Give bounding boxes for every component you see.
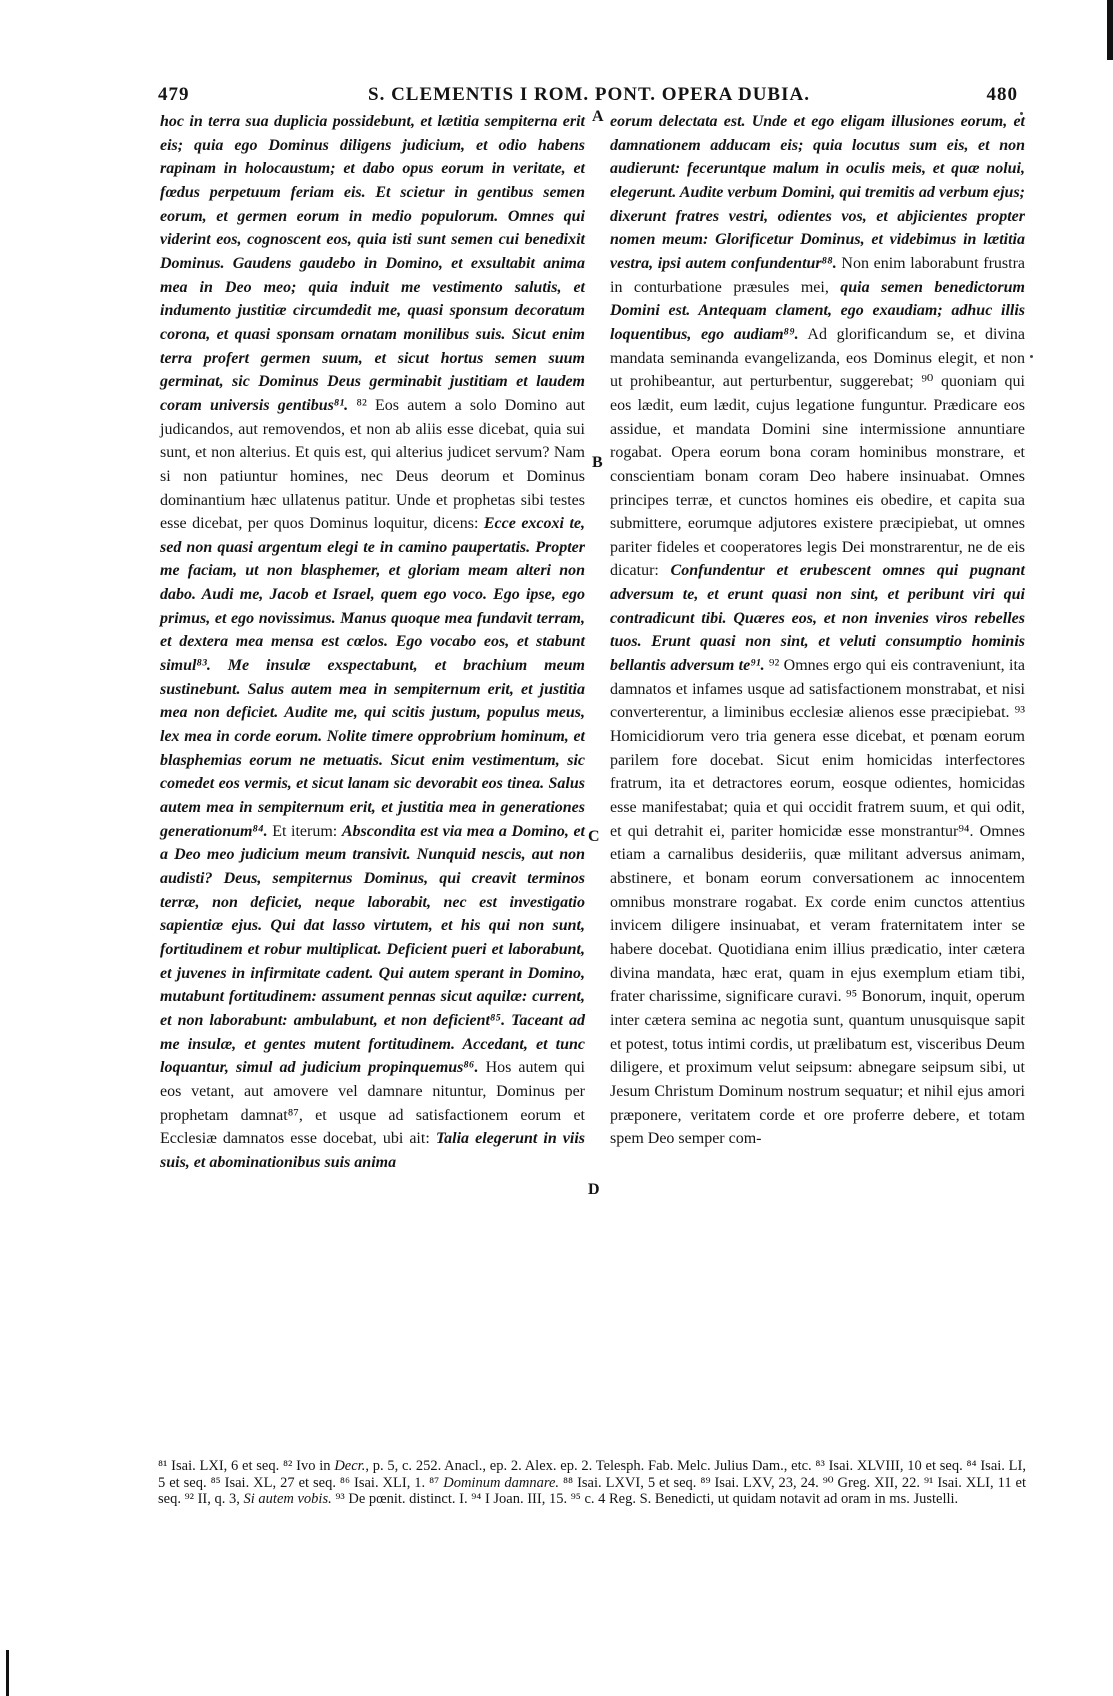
- section-marker-d: D: [588, 1181, 600, 1198]
- left-column: [160, 110, 585, 1175]
- footnote-run: , p. 5, c. 252. Anacl., ep. 2. Alex. ep. 2. Telesph. Fab. Melc. Julius Dam., etc. ⁸³ Isai. XLVIII, 10 et seq. ⁸⁴ Isai. LI, 5 et seq. ⁸⁵ Isai. XL, 27 et seq. ⁸⁶ Isai. XLI, 1. ⁸⁷: [158, 1458, 1026, 1491]
- text-run: Hos autem qui eos vetant, aut amovere vel damnare nituntur, Dominus per prophetam damnat⁸⁷, et usque ad satisfactionem eorum et Ecclesiæ damnatos esse docebat, ubi ait:: [160, 1059, 585, 1148]
- scan-speck: [1030, 355, 1033, 358]
- running-header: [158, 84, 1018, 110]
- page-number-right: 480: [986, 84, 1018, 105]
- text-run: ⁹² Omnes ergo qui eis contraveniunt, ita damnatos et infames usque ad satisfactionem monstrabat, et nisi converterentur, a liminibus ecclesiæ alienos esse præcipiebat. ⁹³ Homicidiorum vero tria genera esse dicebat, et pœnam eorum parilem fore docebat. Sicut enim homicidas interfectores fratrum, ita et detractores eorum, eosque odientes, homicidas esse manifestabat; quia et qui occidit fratrem suum, et qui odit, et qui detrahit ei, pariter homicidæ esse monstrantur⁹⁴. Omnes etiam a carnalibus desideriis, quæ militant adversus animam, abstinere, et bonam eorum conversationem ac innocentem omnibus monstrare rogabat. Ex corde enim cunctos attentius invicem diligere insinuabat, et veram fraternitatem inter se habere docebat. Quotidiana enim illius prædicatio, inter cætera divina mandata, hæc erat, quam in ejus exemplum etiam tibi, frater charissime, significare curavi. ⁹⁵ Bonorum, inquit, operum inter cætera semina ac negotia sunt, quantum unusquisque sapit et potest, totus intimi cordis, ut prælibatum est, visceribus Deum diligere, et proximum velut seipsum: abnegare seipsum sibi, ut Jesum Christum Dominum nostrum sequatur; et nihil ejus amori præponere, veritatem corde et ore proferre debere, et totam spem Deo semper com-: [610, 657, 1025, 1148]
- section-marker-b: B: [592, 454, 603, 471]
- text-run: quia semen benedictorum Domini est. Antequam clament, ego exaudiam; adhuc illis loquentibus, ego audiam⁸⁹.: [610, 278, 1025, 343]
- page-number-left: 479: [158, 84, 190, 105]
- footnotes: [158, 1458, 1026, 1508]
- section-marker-a: A: [592, 108, 604, 125]
- footnote-run: Si autem vobis.: [243, 1491, 332, 1508]
- footnote-run: Dominum damnare.: [443, 1474, 560, 1491]
- text-run: Confundentur et erubescent omnes qui pugnant adversum te, et erunt quasi non sint, et peribunt viri qui contradicunt tibi. Quæres eos, et non invenies viros rebelles tuos. Erunt quasi non sint, et veluti consumptio hominis bellantis adversum te⁹¹.: [610, 562, 1025, 675]
- text-run: ⁸² Eos autem a solo Domino aut judicandos, aut removendos, et non ab aliis esse dicebat, quia sui sunt, et non alterius. Et quis est, qui alterius judicet servum? Nam si non patiuntur homines, nec Deus deorum et Dominus dominantium hæc ullatenus patitur. Unde et prophetas sibi testes esse dicebat, per quos Dominus loquitur, dicens:: [160, 396, 586, 533]
- scan-edge-mark: [1107, 0, 1113, 60]
- footnote-run: ⁸¹ Isai. LXI, 6 et seq. ⁸² Ivo in: [158, 1458, 335, 1474]
- text-run: eorum delectata est. Unde et ego eligam illusiones eorum, et damnationem adducam eis; quia locutus sum eis, et non audierunt: feceruntque malum in oculis meis, et quæ nolui, elegerunt. Audite verbum Domini, qui tremitis ad verbum ejus; dixerunt fratres vestri, odientes vos, et abjicientes propter nomen meum: Glorificetur Dominus, et videbimus in lætitia vestra, ipsi autem confundentur⁸⁸.: [610, 113, 1025, 272]
- text-run: Non enim laborabunt frustra in conturbatione præsules mei,: [610, 254, 1025, 296]
- running-title: S. CLEMENTIS I ROM. PONT. OPERA DUBIA.: [368, 84, 810, 105]
- text-run: hoc in terra sua duplicia possidebunt, et lætitia sempiterna erit eis; quia ego Dominus diligens judicium, et odio habens rapinam in holocaustum; et dabo opus eorum in veritate, et fœdus perpetuum feriam eis. Et scietur in gentibus semen eorum, et germen eorum in medio populorum. Omnes qui viderint eos, cognoscent eos, quia isti sunt semen cui benedixit Dominus. Gaudens gaudebo in Domino, et exsultabit anima mea in Deo meo; quia induit me vestimento salutis, et indumento justitiæ circumdedit me, quasi sponsum decoratum corona, et quasi sponsam ornatam monilibus suis. Sicut enim terra profert germen suum, et sicut hortus semen suum germinat, sic Dominus Deus germinabit justitiam et laudem coram universis gentibus⁸¹.: [160, 113, 585, 414]
- text-run: Ecce excoxi te, sed non quasi argentum elegi te in camino paupertatis. Propter me faciam, ut non blasphemer, et gloriam meam alteri non dabo. Audi me, Jacob et Israel, quem ego voco. Ego ipse, ego primus, et ego novissimus. Manus quoque mea fundavit terram, et dextera mea mensa est cœlos. Ego vocabo eos, et stabunt simul⁸³. Me insulæ exspectabunt, et brachium meum sustinebunt. Salus autem mea in sempiternum erit, et justitia mea non deficiet. Audite me, qui scitis justum, populus meus, lex mea in corde eorum. Nolite timere opprobrium hominum, et blasphemias eorum ne metuatis. Sicut enim vestimentum, sic comedet eos vermis, et sicut lanam sic devorabit eos tinea. Salus autem mea in sempiternum erit, et justitia mea in generationes generationum⁸⁴.: [160, 515, 586, 840]
- right-column: [610, 110, 1025, 1151]
- text-run: Abscondita est via mea a Domino, et a Deo meo judicium meum transivit. Nunquid nescis, aut non audisti? Deus, sempiternus Dominus, qui creavit terminos terræ, non deficiet, neque laborabit, nec est investigatio sapientiæ ejus. Qui dat lasso virtutem, et his qui non sunt, fortitudinem et robur multiplicat. Deficient pueri et laborabunt, et juvenes in infirmitate cadent. Qui autem sperant in Domino, mutabunt fortitudinem: assument pennas sicut aquilæ: current, et non laborabunt: ambulabunt, et non deficient⁸⁵. Taceant ad me insulæ, et gentes mutent fortitudinem. Accedant, et tunc loquantur, simul ad judicium propinquemus⁸⁶.: [160, 822, 586, 1077]
- footnote-run: ⁹³ De pœnit. distinct. I. ⁹⁴ I Joan. III, 15. ⁹⁵ c. 4 Reg. S. Benedicti, ut quidam notavit ad oram in ms. Justelli.: [331, 1491, 959, 1508]
- text-run: Ad glorificandum se, et divina mandata seminanda evangelizanda, eos Dominus elegit, et non ut prohibeantur, aut perturbentur, suggerebat; ⁹⁰ quoniam qui eos lædit, eum lædit, cujus legatione funguntur. Prædicare eos assidue, et mandata Domini sine intermissione annuntiare rogabat. Opera eorum bona coram hominibus monstrare, et conscientiam bonam coram Deo habere insinuabat. Omnes principes terræ, et cunctos homines eis obedire, et capita sua submittere, eorumque adjutores existere præcipiebat, ut omnes pariter fideles et cooperatores legis Dei monstrarentur, ne de eis dicatur:: [610, 325, 1026, 580]
- text-run: Et iterum:: [267, 822, 342, 840]
- section-marker-c: C: [588, 828, 600, 845]
- scan-edge-mark: [6, 1650, 9, 1696]
- footnote-run: Decr.: [334, 1458, 366, 1474]
- text-run: Talia elegerunt in viis suis, et abominationibus suis anima: [160, 1130, 585, 1171]
- footnote-run: ⁸⁸ Isai. LXVI, 5 et seq. ⁸⁹ Isai. LXV, 23, 24. ⁹⁰ Greg. XII, 22. ⁹¹ Isai. XLI, 11 et seq. ⁹² II, q. 3,: [158, 1474, 1026, 1508]
